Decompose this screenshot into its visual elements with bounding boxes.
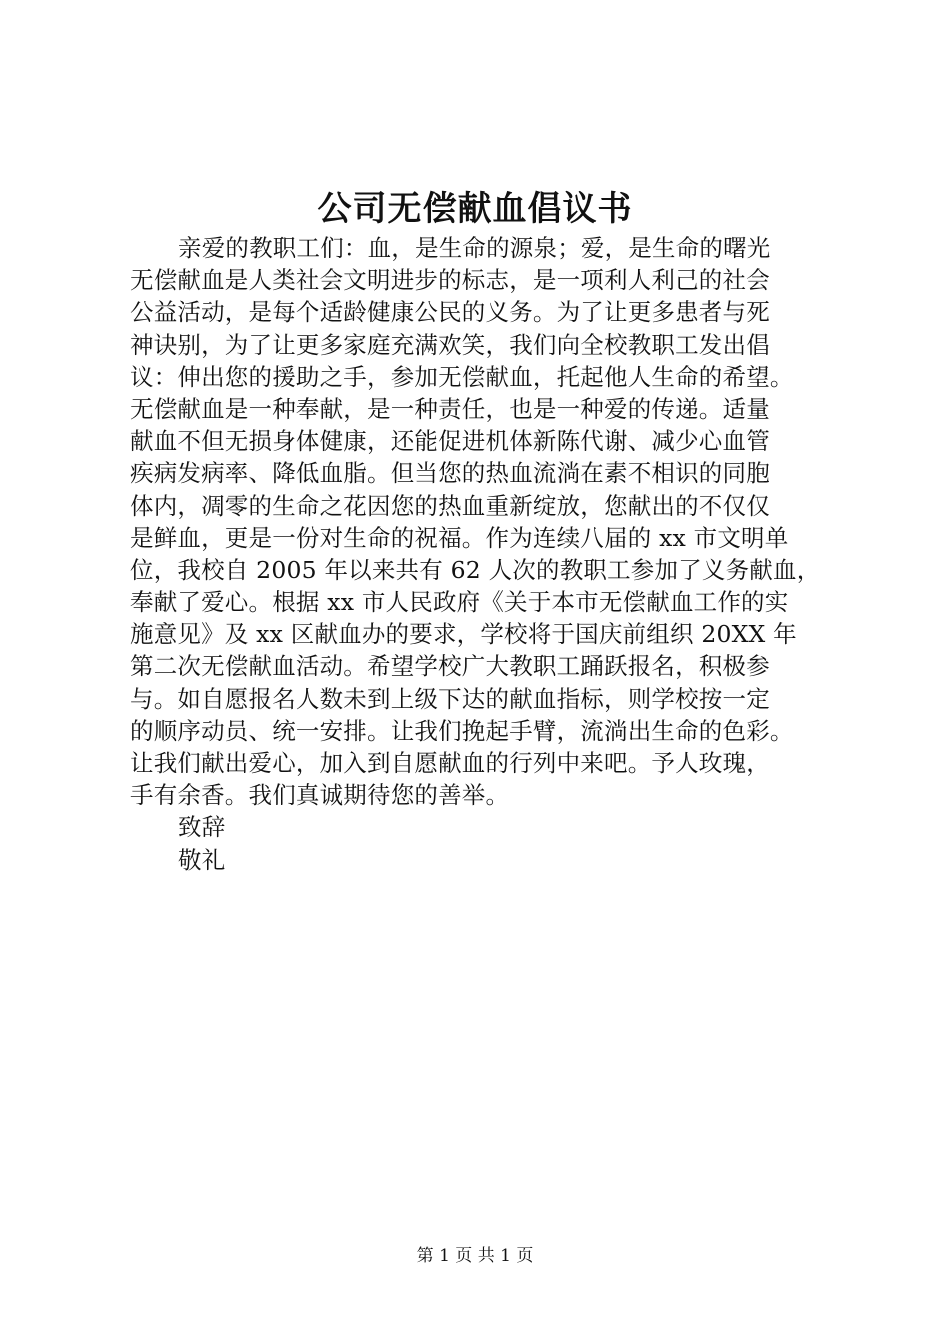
body-line: 让我们献出爱心，加入到自愿献血的行列中来吧。予人玫瑰， xyxy=(130,749,770,777)
body-line: 位，我校自 2005 年以来共有 62 人次的教职工参加了义务献血， xyxy=(130,555,821,584)
body-line: 疾病发病率、降低血脂。但当您的热血流淌在素不相识的同胞 xyxy=(130,459,770,488)
page-title: 公司无偿献血倡议书 xyxy=(317,189,633,229)
body-line: 施意见》及 xx 区献血办的要求，学校将于国庆前组织 20XX 年 xyxy=(130,620,797,649)
page-footer: 第 1 页 共 1 页 xyxy=(416,1246,534,1266)
closing-salute: 敬礼 xyxy=(178,845,226,874)
body-line: 体内，凋零的生命之花因您的热血重新绽放，您献出的不仅仅 xyxy=(130,491,770,520)
body-line: 无偿献血是人类社会文明进步的标志，是一项利人利己的社会 xyxy=(130,266,770,295)
closing-greeting: 致辞 xyxy=(178,813,226,842)
body-line: 手有余香。我们真诚期待您的善举。 xyxy=(130,781,510,810)
body-line: 公益活动，是每个适龄健康公民的义务。为了让更多患者与死 xyxy=(130,298,770,327)
document-body xyxy=(130,232,860,876)
body-line: 议：伸出您的援助之手，参加无偿献血，托起他人生命的希望。 xyxy=(130,362,794,391)
body-line: 是鲜血，更是一份对生命的祝福。作为连续八届的 xx 市文明单 xyxy=(130,523,789,552)
body-line: 的顺序动员、统一安排。让我们挽起手臂，流淌出生命的色彩。 xyxy=(130,716,794,745)
body-line: 无偿献血是一种奉献，是一种责任，也是一种爱的传递。适量 xyxy=(130,394,770,423)
body-line: 神诀别，为了让更多家庭充满欢笑，我们向全校教职工发出倡 xyxy=(130,330,770,359)
body-line: 献血不但无损身体健康，还能促进机体新陈代谢、减少心血管 xyxy=(130,427,770,456)
body-line: 亲爱的教职工们：血，是生命的源泉；爱，是生命的曙光 xyxy=(178,234,771,262)
body-line: 与。如自愿报名人数未到上级下达的献血指标，则学校按一定 xyxy=(130,684,770,713)
body-line: 奉献了爱心。根据 xx 市人民政府《关于本市无偿献血工作的实 xyxy=(130,588,789,617)
body-line: 第二次无偿献血活动。希望学校广大教职工踊跃报名，积极参 xyxy=(130,652,770,681)
